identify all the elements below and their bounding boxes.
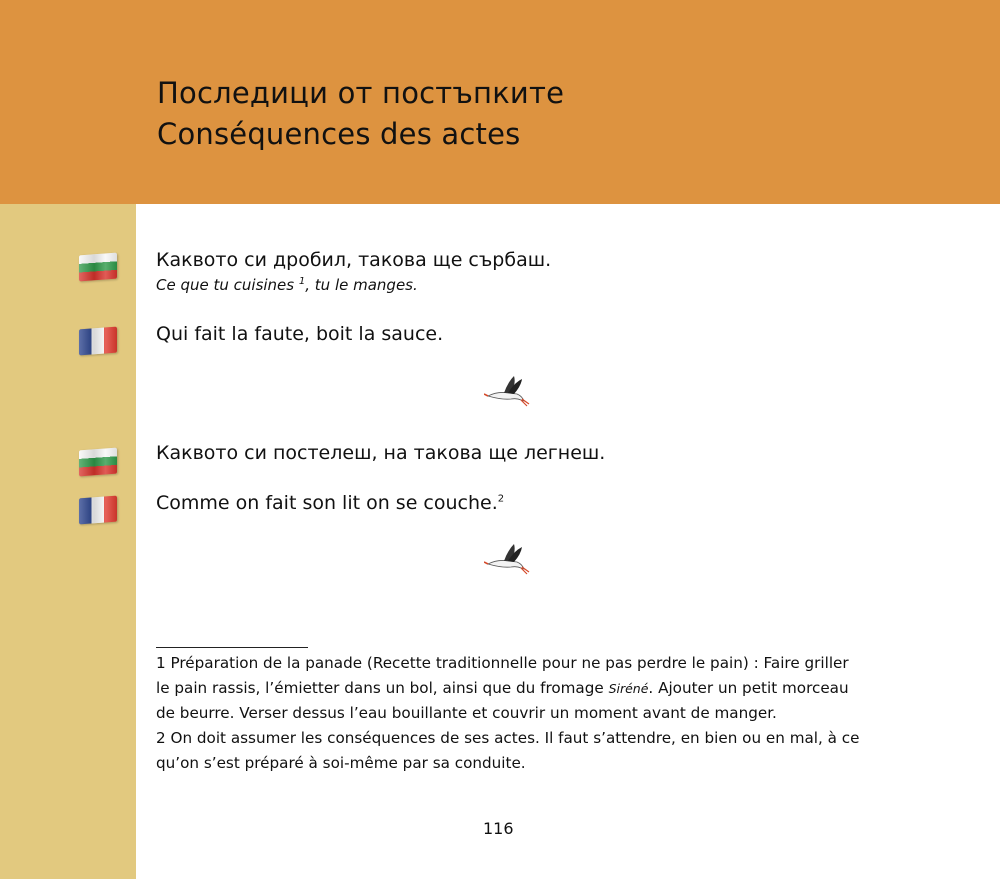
stork-icon xyxy=(484,374,530,410)
footnote-2: 2 On doit assumer les conséquences de ses actes. Il faut s’attendre, en bien ou en mal, à ce qu’on s’est préparé à soi-même par sa conduite. xyxy=(156,729,860,772)
proverb-translation xyxy=(156,276,418,294)
translation-text: Ce que tu cuisines xyxy=(156,276,295,294)
footnote-ref: 2 xyxy=(497,493,505,505)
title-bulgarian: Последици от постъпките xyxy=(157,76,565,110)
bulgaria-flag-icon xyxy=(79,448,117,477)
page-number: 116 xyxy=(483,819,514,838)
footnotes xyxy=(156,651,866,776)
footnote-1-text: 1 Préparation de la panade (Recette traditionnelle pour ne pas perdre le pain) : Faire griller le pain rassis, l’émietter dans un bol, ainsi que du fromage xyxy=(156,654,849,697)
footnote-rule xyxy=(156,647,308,648)
stork-icon xyxy=(484,542,530,578)
footnote-ref: 1 xyxy=(298,276,306,287)
france-flag-icon xyxy=(79,496,117,525)
translation-text-end: , tu le manges. xyxy=(305,276,418,294)
footnote-1 xyxy=(156,651,866,726)
proverb-bulgarian: Каквото си постелеш, на такова ще легнеш. xyxy=(156,442,606,464)
proverb-french-text: Qui fait la faute, boit la sauce. xyxy=(156,323,444,345)
header-band xyxy=(0,0,1000,204)
proverb-french-text: Comme on fait son lit on se couche. xyxy=(156,492,498,514)
proverb-french xyxy=(156,492,504,514)
proverb-french xyxy=(156,323,443,345)
footnote-1-text-end: . Ajouter un petit morceau de beurre. Verser dessus l’eau bouillante et couvrir un moment avant de manger. xyxy=(156,679,849,722)
footnote-1-term: Siréné xyxy=(608,681,649,696)
title-french: Conséquences des actes xyxy=(157,117,521,151)
proverb-bulgarian: Каквото си дробил, такова ще сърбаш. xyxy=(156,249,552,271)
sidebar-band xyxy=(0,204,136,879)
bulgaria-flag-icon xyxy=(79,253,117,282)
france-flag-icon xyxy=(79,327,117,356)
